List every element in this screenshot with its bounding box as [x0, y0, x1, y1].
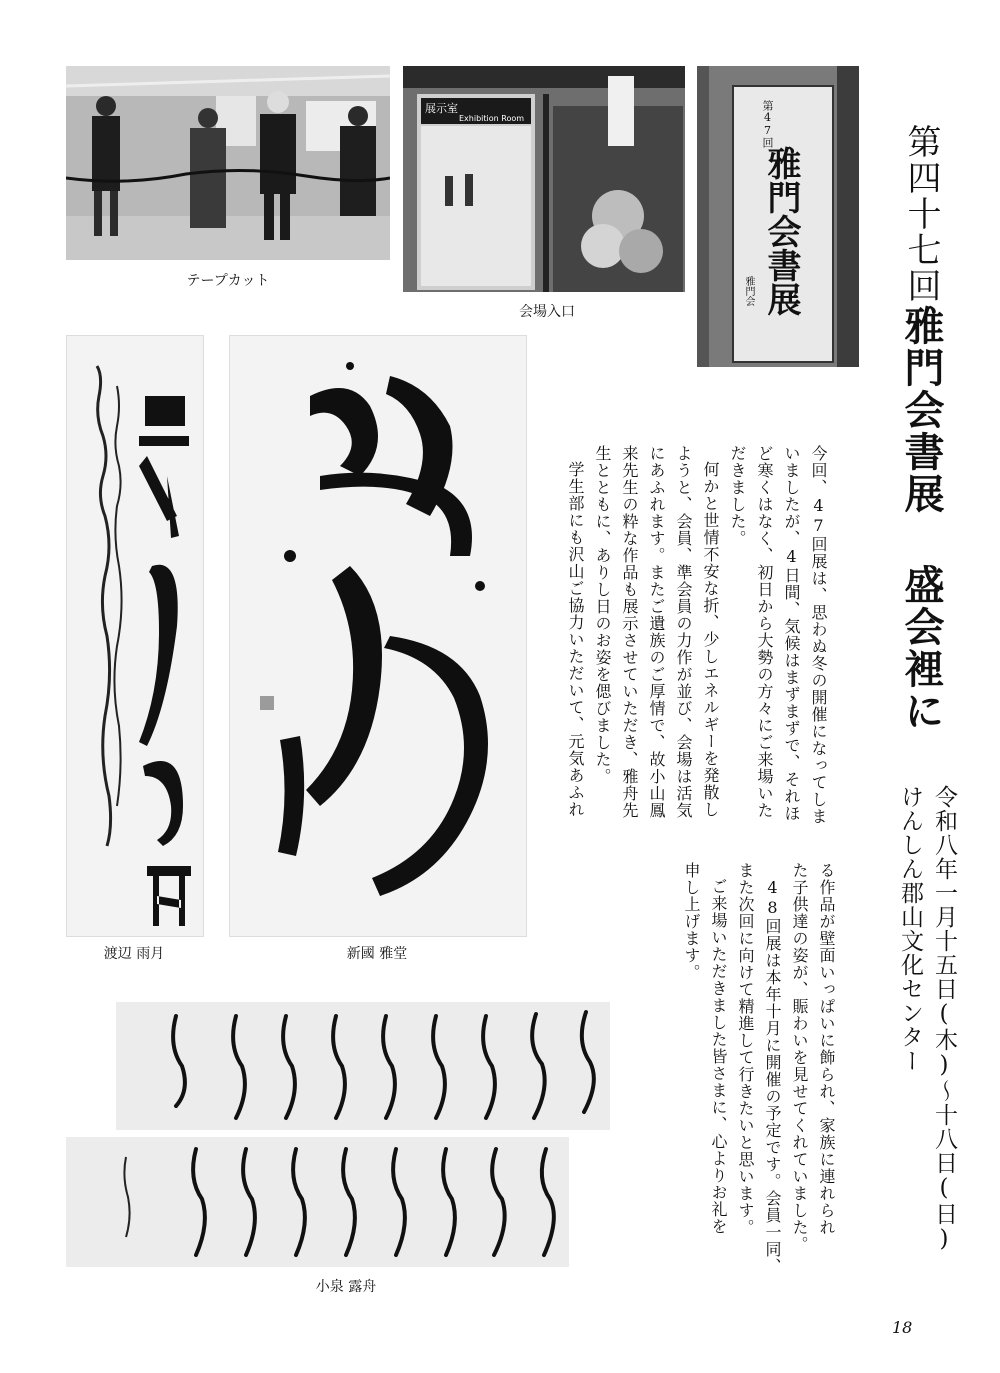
entrance-sign-en: Exhibition Room: [459, 114, 525, 123]
event-date: 令和八年一月十五日(木)〜十八日(日): [931, 785, 957, 1253]
article-line: ど寒くはなく、初日から大勢の方々にご来場いた: [755, 445, 774, 819]
koizumi-calligraphy-top: [116, 1002, 610, 1130]
poster-photo: [697, 66, 859, 367]
entrance-photo: [403, 66, 685, 292]
watanabe-calligraphy: [66, 335, 204, 937]
watanabe-caption: 渡辺 雨月: [103, 946, 165, 962]
article-line: にあふれます。またご遺族のご厚情で、故小山鳳: [647, 445, 666, 819]
koizumi-calligraphy-bottom: [66, 1137, 569, 1267]
dateline: [893, 785, 961, 1253]
tape-cut-caption: テープカット: [186, 273, 270, 289]
article-line: ようと、会員、準会員の力作が並び、会場は活気: [674, 445, 693, 819]
poster-title: 雅門会書展: [761, 146, 801, 316]
entrance-caption: 会場入口: [519, 304, 575, 320]
article-line: また次回に向けて精進して行きたいと思います。: [736, 862, 755, 1236]
article-line: 学生部にも沢山ご協力いただいて、元気あふれ: [566, 461, 585, 818]
article-line: 申し上げます。: [682, 862, 701, 981]
article-line: だきました。: [728, 445, 747, 547]
article-line: 来先生の粋な作品も展示させていただき、雅舟先: [620, 445, 639, 819]
edition-heading: 第四十七回: [901, 124, 941, 304]
koizumi-caption: 小泉 露舟: [315, 1279, 377, 1295]
article-line: いましたが、4日間、気候はまずまずで、それほ: [782, 445, 801, 822]
niikuni-caption: 新國 雅堂: [346, 946, 408, 962]
article-column-2: [678, 862, 840, 1302]
article-line: 何かと世情不安な折、少しエネルギーを発散し: [701, 461, 720, 818]
poster-organizer: 雅門会: [743, 276, 754, 306]
poster-edition: 第47回: [761, 100, 774, 148]
page-number: 18: [892, 1318, 913, 1337]
article-line: ご来場いただきました皆さまに、心よりお礼を: [709, 878, 728, 1235]
article-line: 生とともに、ありし日のお姿を偲びました。: [593, 445, 612, 785]
entrance-sign: 展示室: [425, 102, 458, 115]
article-line: 今回、47回展は、思わぬ冬の開催になってしま: [809, 445, 828, 825]
event-venue: けんしん郡山文化センター: [897, 785, 923, 1073]
tape-cut-photo: [66, 66, 390, 260]
exhibition-title: 雅門会書展 盛会裡に: [898, 305, 945, 732]
article-line: た子供達の姿が、賑わいを見せてくれていました。: [790, 862, 809, 1253]
article-column-1: [562, 445, 832, 825]
niikuni-calligraphy: [229, 335, 527, 937]
article-line: 48回展は本年十月に開催の予定です。会員一同、: [763, 878, 782, 1275]
article-line: る作品が壁面いっぱいに飾られ、家族に連れられ: [817, 862, 836, 1236]
